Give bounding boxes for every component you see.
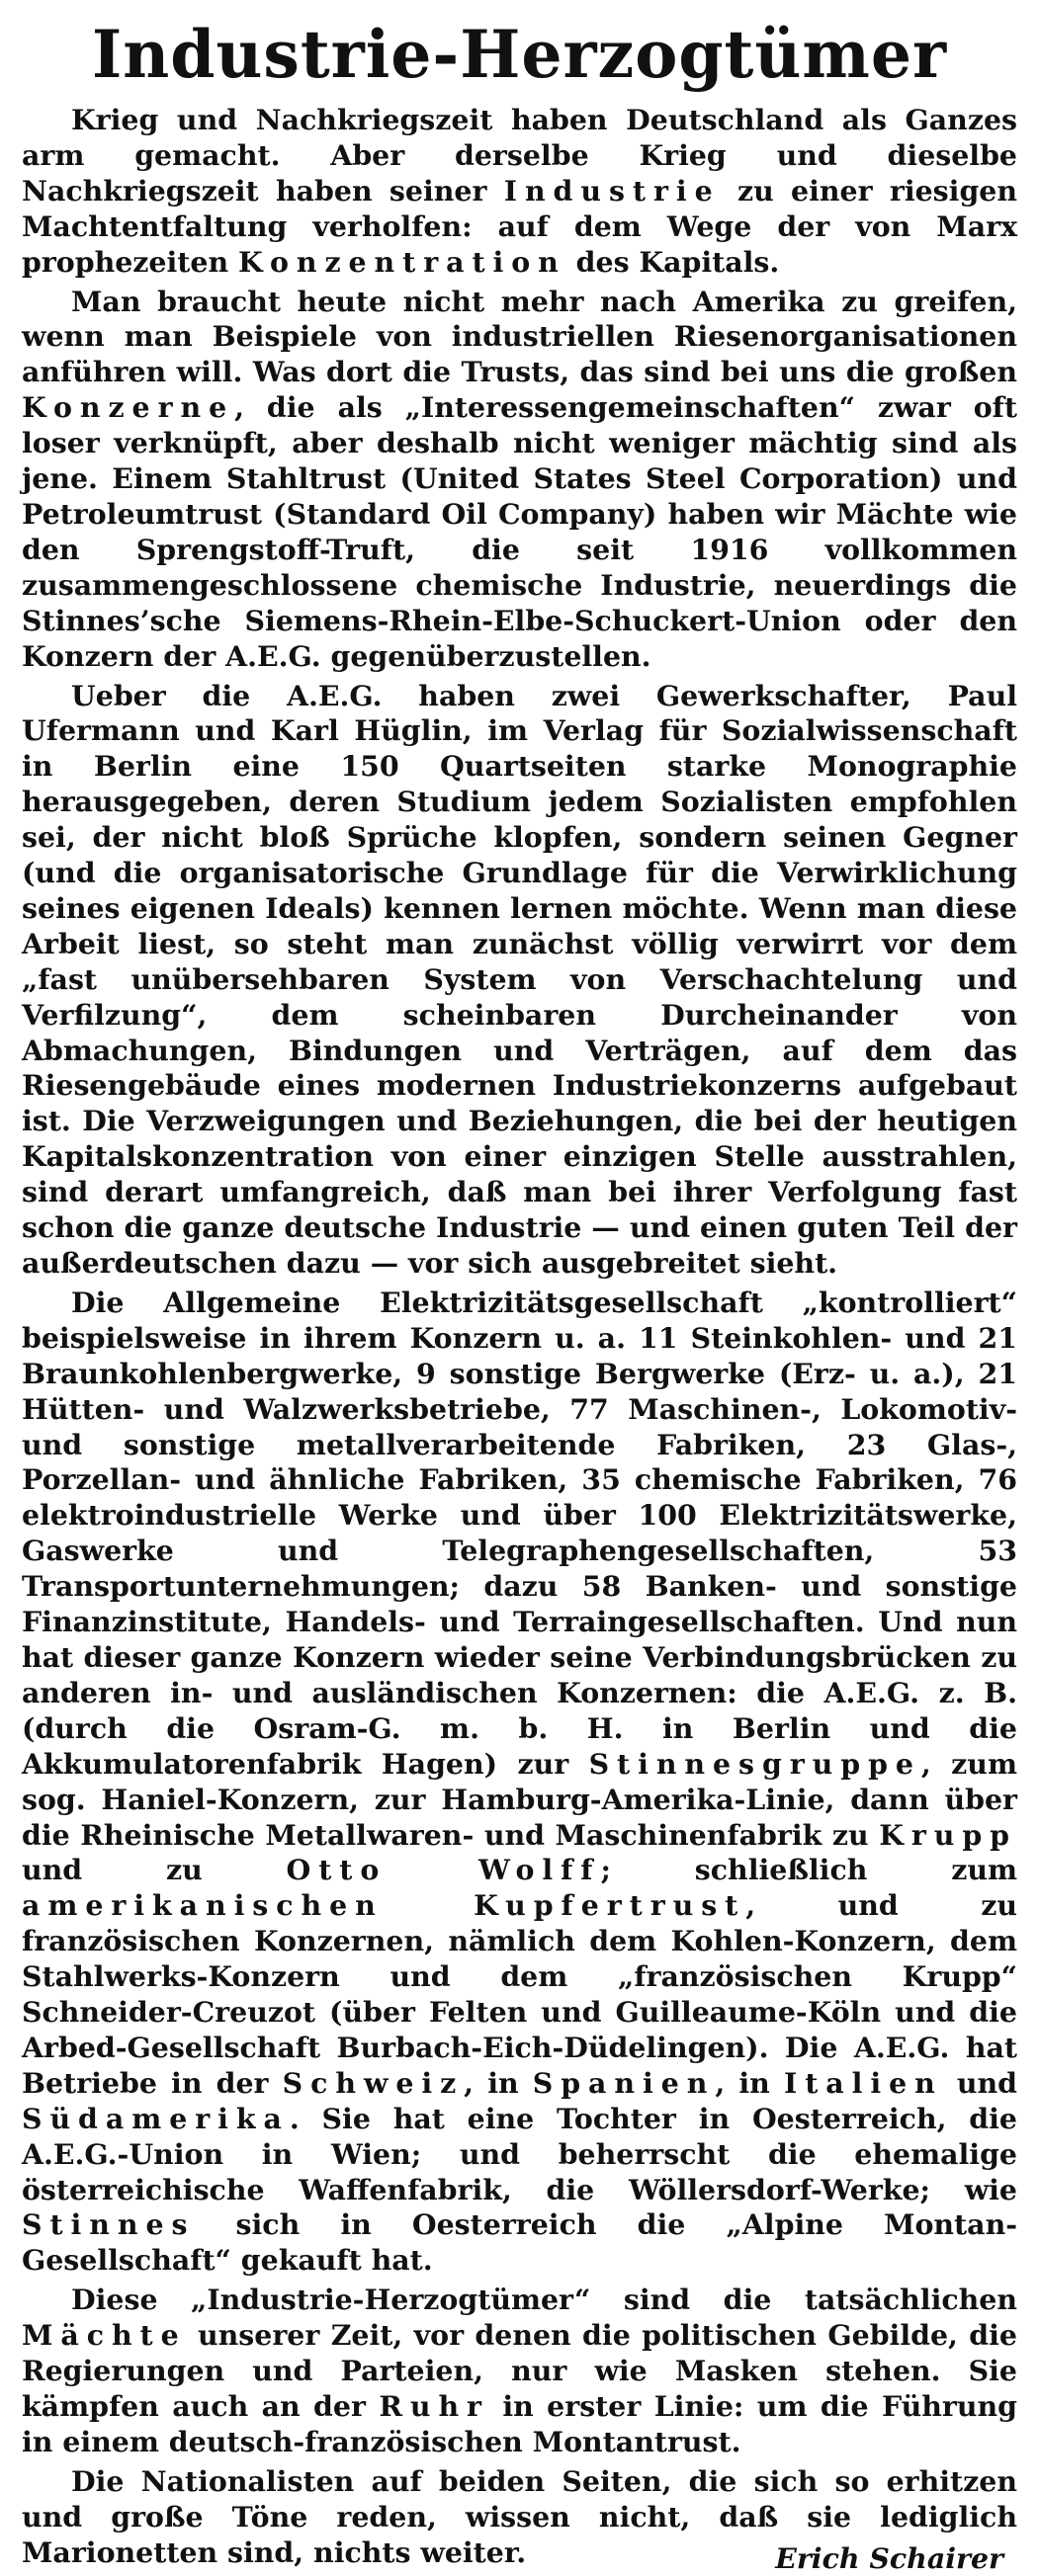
article-paragraph xyxy=(22,103,1017,281)
author-signature: Erich Schairer xyxy=(775,2540,1003,2575)
spaced-emphasis: Südamerika xyxy=(22,2101,290,2135)
text-run: ; schließlich zum xyxy=(600,1853,1018,1887)
text-run: Man braucht heute nicht mehr nach Amerika zu greifen, wenn man Beispiele von industriellen Riesenorganisationen anführen will. Was dort die Trusts, das sind bei uns die großen xyxy=(22,284,1017,389)
text-run: Krieg und Nachkriegszeit haben Deutschland als Ganzes arm gemacht. Aber derselbe Krieg und dieselbe Nachkriegszeit haben seiner xyxy=(22,103,1017,208)
text-run: zu einer riesigen Machtentfaltung verholfen: auf dem Wege der von Marx prophezeiten xyxy=(22,173,1017,279)
spaced-emphasis: Konzentration xyxy=(237,244,566,279)
text-run: unserer Zeit, vor denen die politischen Gebilde, die Regierungen und Parteien, nur wie Masken stehen. Sie kämpfen auch an der xyxy=(22,2318,1017,2423)
text-run: , zum sog. Haniel-Konzern, zur Hamburg-Amerika-Linie, dann über die Rheinische Metallwaren- und Maschinenfabrik zu xyxy=(22,1746,1017,1852)
text-run: Die Allgemeine Elektrizitätsgesellschaft „kontrolliert“ beispielsweise in ihrem Konzern u. a. 11 Steinkohlen- und 21 Braunkohlenbergwerke, 9 sonstige Bergwerke (Erz- u. a.), 21 Hütten- und Walzwerksbetriebe, 77 Maschinen-, Lokomotiv- und sonstige metallverarbeitende Fabriken, 23 Glas-, Porzellan- und ähnliche Fabriken, 35 chemische Fabriken, 76 elektroindustrielle Werke und über 100 Elektrizitätswerke, Gaswerke und Telegraphengesellschaften, 53 Transportunternehmungen; dazu 58 Banken- und sonstige Finanzinstitute, Handels- und Terraingesellschaften. Und nun hat dieser ganze Konzern wieder seine Verbindungsbrücken zu anderen in- und ausländischen Konzernen: die A.E.G. z. B. (durch die Osram-G. m. b. H. in Berlin und die Akkumulatorenfabrik Hagen) zur xyxy=(22,1285,1017,1781)
spaced-emphasis: Italien xyxy=(783,2065,943,2100)
text-run: und xyxy=(942,2065,1017,2100)
article-body xyxy=(22,103,1017,2571)
spaced-emphasis: Spanien xyxy=(532,2065,716,2100)
spaced-emphasis: Stinnes xyxy=(22,2207,196,2242)
text-run: Die Nationalisten auf beiden Seiten, die sich so erhitzen und große Töne reden, wissen nicht, daß sie lediglich Marionetten sind, nichts weiter. xyxy=(22,2463,1017,2569)
article-paragraph xyxy=(22,2283,1017,2460)
spaced-emphasis: Otto Wolff xyxy=(286,1853,601,1887)
text-run: in erster Linie: um die Führung in einem deutsch-französischen Montantrust. xyxy=(22,2389,1017,2458)
text-run: , in xyxy=(464,2065,533,2100)
text-run: . Sie hat eine Tochter in Oesterreich, die A.E.G.-Union in Wien; und beherrscht die ehemalige österreichische Waffenfabrik, die Wöllersdorf-Werke; wie xyxy=(22,2101,1017,2206)
spaced-emphasis: Konzerne xyxy=(22,390,235,425)
spaced-emphasis: Industrie xyxy=(503,173,721,208)
text-run: , und zu französischen Konzernen, nämlich dem Kohlen-Konzern, dem Stahlwerks-Konzern und dem „französischen Krupp“ Schneider-Creuzot (über Felten und Guilleaume-Köln und die Arbed-Gesellschaft Burbach-Eich-Düdelingen). Die A.E.G. hat Betriebe in der xyxy=(22,1888,1017,2100)
text-run: , die als „Interessengemeinschaften“ zwar oft loser verknüpft, aber deshalb nicht weniger mächtig sind als jene. Einem Stahltrust (United States Steel Corporation) und Petroleumtrust (Standard Oil Company) haben wir Mächte wie den Sprengstoff-Truft, die seit 1916 vollkommen zusammengeschlossene chemische Industrie, neuerdings die Stinnes’sche Siemens-Rhein-Elbe-Schuckert-Union oder den Konzern der A.E.G. gegenüberzustellen. xyxy=(22,390,1017,673)
article-paragraph xyxy=(22,1286,1017,2279)
text-run: Diese „Industrie-Herzogtümer“ sind die tatsächlichen xyxy=(71,2283,1017,2317)
spaced-emphasis: Stinnesgruppe xyxy=(588,1746,921,1781)
text-run: Ueber die A.E.G. haben zwei Gewerkschafter, Paul Ufermann und Karl Hüglin, im Verlag für Sozialwissenschaft in Berlin eine 150 Quartseiten starke Monographie herausgegeben, deren Studium jedem Sozialisten empfohlen sei, der nicht bloß Sprüche klopfen, sondern seinen Gegner (und die organisatorische Grundlage für die Verwirklichung seines eigenen Ideals) kennen lernen möchte. Wenn man diese Arbeit liest, so steht man zunächst völlig verwirrt vor dem „fast unübersehbaren System von Verschachtelung und Verfilzung“, dem scheinbaren Durcheinander von Abmachungen, Bindungen und Verträgen, auf dem das Riesengebäude eines modernen Industriekonzerns aufgebaut ist. Die Verzweigungen und Beziehungen, die bei der heutigen Kapitalskonzentration von einer einzigen Stelle ausstrahlen, sind derart umfangreich, daß man bei ihrer Verfolgung fast schon die ganze deutsche Industrie — und einen guten Teil der außerdeutschen dazu — vor sich ausgebreitet sieht. xyxy=(22,678,1017,1280)
spaced-emphasis: Ruhr xyxy=(379,2389,489,2423)
text-run: sich in Oesterreich die „Alpine Montan-Gesellschaft“ gekauft hat. xyxy=(22,2207,1017,2278)
article-paragraph xyxy=(22,679,1017,1282)
text-run: , in xyxy=(715,2065,784,2100)
text-run: und zu xyxy=(22,1853,287,1887)
article-paragraph xyxy=(22,285,1017,675)
article-title: Industrie-Herzogtümer xyxy=(91,16,948,93)
spaced-emphasis: Schweiz xyxy=(282,2065,465,2100)
spaced-emphasis: Krupp xyxy=(879,1817,1017,1852)
spaced-emphasis: amerikanischen Kupfertrust xyxy=(22,1888,746,1923)
spaced-emphasis: Mächte xyxy=(22,2318,187,2353)
text-run: des Kapitals. xyxy=(565,244,780,279)
